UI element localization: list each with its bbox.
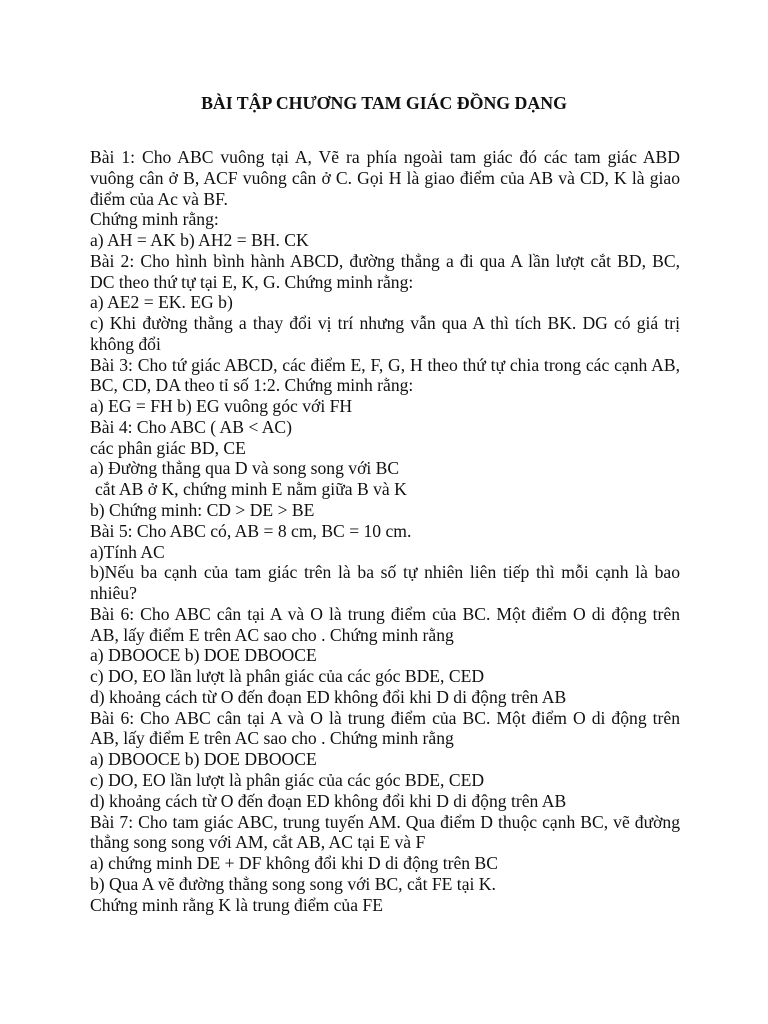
exercise-6-line: a) DBOOCE b) DOE DBOOCE <box>90 645 317 666</box>
exercise-6-line: AB, lấy điểm E trên AC sao cho . Chứng minh rằng <box>90 624 454 645</box>
exercise-1-line: Chứng minh rằng: <box>90 209 219 230</box>
exercise-1-statement: Bài 1: Cho ABC vuông tại A, Vẽ ra phía ngoài tam giác đó các tam giác ABD <box>90 147 680 167</box>
exercise-4 <box>90 417 680 521</box>
exercise-2-statement: Bài 2: Cho hình bình hành ABCD, đường thẳng a đi qua A lần lượt cắt BD, BC, <box>90 250 680 271</box>
exercise-6-statement: Bài 6: Cho ABC cân tại A và O là trung điểm của BC. Một điểm O di động trên <box>90 603 680 624</box>
exercise-1-line: vuông cân ở B, ACF vuông cân ở C. Gọi H là giao điểm của AB và CD, K là giao <box>90 167 680 188</box>
exercise-6-repeat-line: c) DO, EO lần lượt là phân giác của các góc BDE, CED <box>90 769 485 790</box>
exercise-6-repeat-line: d) khoảng cách từ O đến đoạn ED không đổi khi D di động trên AB <box>90 790 567 811</box>
exercise-5-line: b)Nếu ba cạnh của tam giác trên là ba số tự nhiên liên tiếp thì mỗi cạnh là bao <box>90 562 680 583</box>
exercise-3 <box>90 355 680 417</box>
exercise-6-line: c) DO, EO lần lượt là phân giác của các góc BDE, CED <box>90 666 485 687</box>
exercise-1 <box>90 147 680 251</box>
exercise-7-line: thẳng song song với AM, cắt AB, AC tại E và F <box>90 832 426 853</box>
exercise-4-line: các phân giác BD, CE <box>90 437 246 458</box>
exercise-5-line: nhiêu? <box>90 583 137 604</box>
exercise-6-line: d) khoảng cách từ O đến đoạn ED không đổi khi D di động trên AB <box>90 686 567 707</box>
exercise-4-line: a) Đường thẳng qua D và song song với BC <box>90 458 400 479</box>
exercise-7-line: Chứng minh rằng K là trung điểm của FE <box>90 894 383 915</box>
exercise-5 <box>90 521 680 604</box>
exercise-3-line: BC, CD, DA theo tỉ số 1:2. Chứng minh rằng: <box>90 375 414 396</box>
exercise-2 <box>90 251 680 355</box>
exercise-7-statement: Bài 7: Cho tam giác ABC, trung tuyến AM. Qua điểm D thuộc cạnh BC, vẽ đường <box>90 811 680 832</box>
exercise-2-line: DC theo thứ tự tại E, K, G. Chứng minh rằng: <box>90 271 414 292</box>
exercise-6-repeat <box>90 708 680 812</box>
exercise-4-statement: Bài 4: Cho ABC ( AB < AC) <box>90 416 293 437</box>
exercise-1-line: điểm của Ac và BF. <box>90 188 228 209</box>
exercise-2-line: không đổi <box>90 333 161 354</box>
exercise-7 <box>90 812 680 916</box>
exercise-6-repeat-line: AB, lấy điểm E trên AC sao cho . Chứng minh rằng <box>90 728 454 749</box>
page-title: BÀI TẬP CHƯƠNG TAM GIÁC ĐỒNG DẠNG <box>201 93 567 113</box>
exercise-5-statement: Bài 5: Cho ABC có, AB = 8 cm, BC = 10 cm. <box>90 520 412 541</box>
exercise-3-line: a) EG = FH b) EG vuông góc với FH <box>90 396 353 417</box>
exercise-7-line: b) Qua A vẽ đường thẳng song song với BC, cắt FE tại K. <box>90 873 496 894</box>
exercise-7-line: a) chứng minh DE + DF không đổi khi D di động trên BC <box>90 853 498 874</box>
exercise-6-repeat-line: a) DBOOCE b) DOE DBOOCE <box>90 749 317 770</box>
exercise-4-line: cắt AB ở K, chứng minh E nằm giữa B và K <box>95 479 407 500</box>
exercise-2-line: c) Khi đường thẳng a thay đổi vị trí nhưng vẫn qua A thì tích BK. DG có giá trị <box>90 313 680 334</box>
exercise-2-line: a) AE2 = EK. EG b) <box>90 292 233 313</box>
exercise-list <box>90 147 680 915</box>
exercise-1-line: a) AH = AK b) AH2 = BH. CK <box>90 230 309 251</box>
exercise-6 <box>90 604 680 708</box>
exercise-6-repeat-statement: Bài 6: Cho ABC cân tại A và O là trung điểm của BC. Một điểm O di động trên <box>90 707 680 728</box>
exercise-5-line: a)Tính AC <box>90 541 165 562</box>
exercise-4-line: b) Chứng minh: CD > DE > BE <box>90 500 315 521</box>
exercise-3-statement: Bài 3: Cho tứ giác ABCD, các điểm E, F, G, H theo thứ tự chia trong các cạnh AB, <box>90 354 680 375</box>
